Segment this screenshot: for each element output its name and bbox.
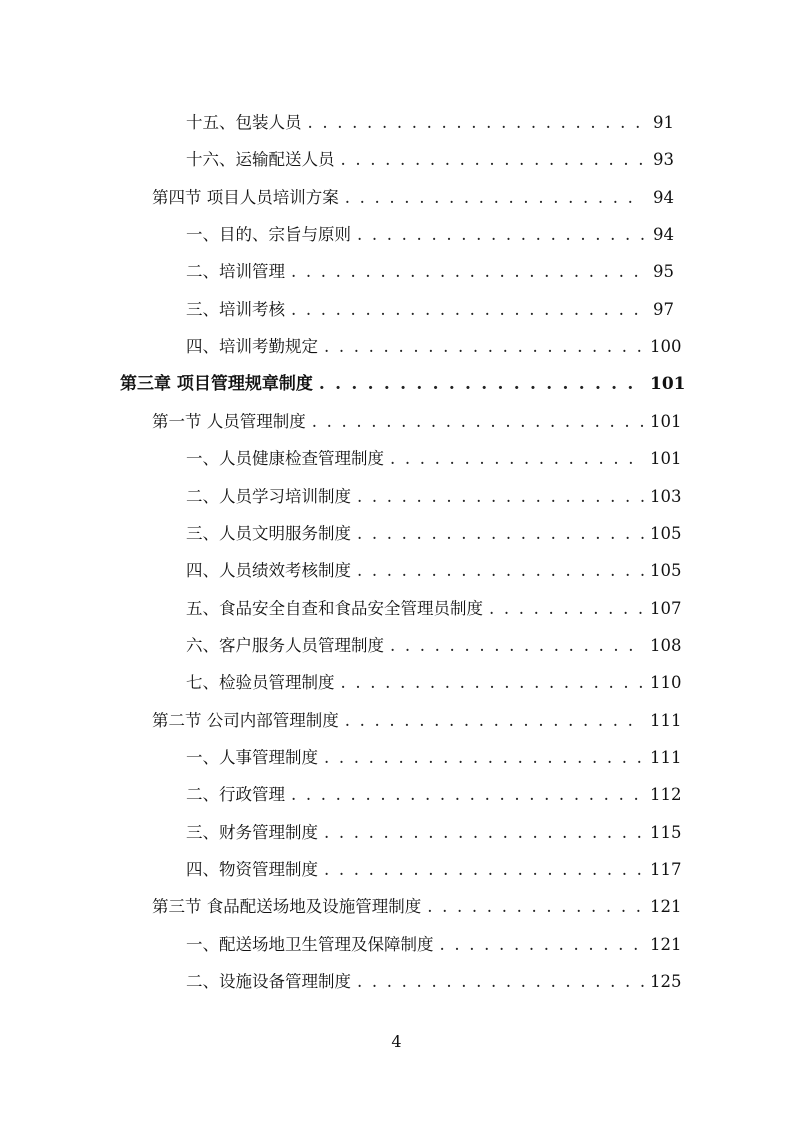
toc-subsection-entry[interactable] xyxy=(186,515,682,545)
toc-subsection-entry[interactable] xyxy=(186,141,674,171)
toc-entry-label: 十五、包装人员 xyxy=(186,113,302,132)
dot-leader xyxy=(319,373,644,395)
toc-entry-page: 93 xyxy=(653,150,674,170)
toc-subsection-entry[interactable] xyxy=(186,851,682,881)
toc-subsection-entry[interactable] xyxy=(186,963,682,993)
toc-section-entry[interactable] xyxy=(152,403,682,433)
toc-entry-label: 二、培训管理 xyxy=(186,262,285,282)
toc-subsection-entry[interactable] xyxy=(186,291,674,321)
toc-entry-page: 121 xyxy=(650,897,682,917)
dot-leader xyxy=(489,598,644,620)
toc-entry-page: 103 xyxy=(650,486,682,506)
toc-subsection-entry[interactable] xyxy=(186,328,682,358)
dot-leader xyxy=(324,859,644,881)
toc-entry-page: 107 xyxy=(650,598,682,618)
dot-leader xyxy=(341,149,645,171)
toc-chapter-entry[interactable] xyxy=(120,365,686,395)
toc-entry-page: 95 xyxy=(653,262,674,282)
toc-section-entry[interactable] xyxy=(152,179,674,209)
toc-entry-label: 第一节 人员管理制度 xyxy=(152,411,306,431)
toc-entry-page: 105 xyxy=(650,561,682,581)
toc-entry-label: 二、人员学习培训制度 xyxy=(186,486,351,506)
dot-leader xyxy=(357,224,644,246)
dot-leader xyxy=(357,560,644,582)
toc-entry-page: 101 xyxy=(650,411,682,431)
toc-entry-page: 115 xyxy=(650,822,682,842)
toc-entry-page: 111 xyxy=(650,747,682,767)
dot-leader xyxy=(291,299,644,321)
toc-subsection-entry[interactable] xyxy=(186,552,682,582)
toc-entry-page: 125 xyxy=(650,972,682,992)
toc-entry-page: 112 xyxy=(650,785,682,805)
dot-leader xyxy=(390,448,644,470)
dot-leader xyxy=(324,747,644,769)
toc-entry-label: 六、客户服务人员管理制度 xyxy=(186,635,384,655)
dot-leader xyxy=(440,934,645,956)
toc-entry-label: 三、财务管理制度 xyxy=(186,822,318,842)
toc-subsection-entry[interactable] xyxy=(186,104,674,134)
toc-entry-label: 五、食品安全自查和食品安全管理员制度 xyxy=(186,598,483,618)
toc-entry-page: 121 xyxy=(650,934,682,954)
dot-leader xyxy=(291,261,644,283)
toc-entry-label: 七、检验员管理制度 xyxy=(186,673,335,693)
toc-entry-page: 111 xyxy=(650,710,682,730)
toc-section-entry[interactable] xyxy=(152,888,682,918)
toc-entry-label: 第三章 项目管理规章制度 xyxy=(120,374,313,395)
toc-subsection-entry[interactable] xyxy=(186,253,674,283)
toc-entry-label: 一、人事管理制度 xyxy=(186,747,318,767)
dot-leader xyxy=(324,822,644,844)
toc-entry-label: 十六、运输配送人员 xyxy=(186,150,335,170)
toc-entry-page: 97 xyxy=(653,299,674,319)
dot-leader xyxy=(291,784,644,806)
toc-entry-label: 一、配送场地卫生管理及保障制度 xyxy=(186,934,434,954)
toc-entry-page: 100 xyxy=(650,337,682,357)
toc-entry-label: 二、设施设备管理制度 xyxy=(186,972,351,992)
toc-entry-page: 91 xyxy=(653,113,674,132)
toc-entry-page: 117 xyxy=(650,860,682,879)
dot-leader xyxy=(357,523,644,545)
toc-subsection-entry[interactable] xyxy=(186,440,682,470)
page-number: 4 xyxy=(391,1032,402,1051)
toc-section-entry[interactable] xyxy=(152,702,682,732)
dot-leader xyxy=(345,710,644,732)
toc-entry-page: 94 xyxy=(653,225,674,245)
toc-subsection-entry[interactable] xyxy=(186,590,682,620)
toc-entry-page: 108 xyxy=(650,635,682,655)
toc-entry-label: 三、人员文明服务制度 xyxy=(186,523,351,543)
toc-entry-page: 94 xyxy=(653,187,674,207)
toc-entry-label: 四、物资管理制度 xyxy=(186,860,318,879)
toc-entry-label: 三、培训考核 xyxy=(186,299,285,319)
toc-entry-page: 101 xyxy=(650,374,686,395)
dot-leader xyxy=(308,112,645,134)
dot-leader xyxy=(341,672,645,694)
toc-entry-page: 110 xyxy=(650,673,682,693)
dot-leader xyxy=(390,635,644,657)
toc-subsection-entry[interactable] xyxy=(186,926,682,956)
toc-subsection-entry[interactable] xyxy=(186,627,682,657)
toc-entry-label: 四、人员绩效考核制度 xyxy=(186,561,351,581)
toc-entry-label: 一、人员健康检查管理制度 xyxy=(186,449,384,469)
toc-entry-label: 二、行政管理 xyxy=(186,785,285,805)
toc-subsection-entry[interactable] xyxy=(186,739,682,769)
dot-leader xyxy=(427,896,644,918)
toc-subsection-entry[interactable] xyxy=(186,216,674,246)
toc-entry-label: 第三节 食品配送场地及设施管理制度 xyxy=(152,897,422,917)
toc-subsection-entry[interactable] xyxy=(186,664,682,694)
toc-subsection-entry[interactable] xyxy=(186,776,682,806)
toc-entry-label: 第四节 项目人员培训方案 xyxy=(152,187,339,207)
dot-leader xyxy=(357,486,644,508)
dot-leader xyxy=(312,411,644,433)
toc-entry-page: 105 xyxy=(650,523,682,543)
toc-subsection-entry[interactable] xyxy=(186,478,682,508)
toc-subsection-entry[interactable] xyxy=(186,814,682,844)
dot-leader xyxy=(357,971,644,993)
toc-entry-label: 四、培训考勤规定 xyxy=(186,337,318,357)
dot-leader xyxy=(345,187,644,209)
toc-entry-page: 101 xyxy=(650,449,682,469)
dot-leader xyxy=(324,336,644,358)
toc-entry-label: 第二节 公司内部管理制度 xyxy=(152,710,339,730)
toc-entry-label: 一、目的、宗旨与原则 xyxy=(186,225,351,245)
